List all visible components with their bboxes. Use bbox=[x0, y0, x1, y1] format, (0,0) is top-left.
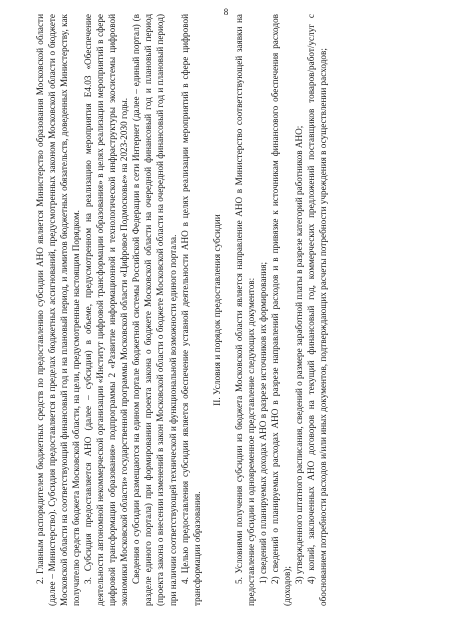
page-number: 8 bbox=[223, 7, 229, 18]
list-item: 2) сведений о планируемых расходах АНО в разрезе направлений расходов и в привязке к источникам финансового обеспечения расходов (доходов); bbox=[269, 14, 292, 606]
paragraph-3: 3. Субсидия предоставляется АНО (далее – субсидия) в объеме, предусмотренном на реализацию мероприятия Е4.03 «Обеспечение деятельности автономной некоммерческой организации «Институт цифровой трансформации образования» в целях реализации мероприятий в сфере цифровой трансформации образования» подпрограммы 2 «Развитие информационной и технологической инфраструктуры экосистемы цифровой экономики Московской области» государственной программы Московской области «Цифровое Подмосковье» на 2023-2030 годы. bbox=[83, 14, 130, 606]
paragraph-portal-info: Сведения о субсидии размещаются на едином портале бюджетной системы Российской Федерации в сети Интернет (далее – единый портал) (в разделе единого портала) при формировании проекта закона о бюджете Московской области на очередной финансовый год и плановый период (проекта закона о внесении изменений в закон Московской области о бюджете Московской области на очередной финансовый год и плановый период) при наличии соответствующей технической и функциональной возможности единого портала. bbox=[131, 14, 178, 606]
paragraph-2: 2. Главным распорядителем бюджетных средств по предоставлению субсидии АНО является Министерство образования Московской области (далее – Министерство). Субсидия предоставляется в пределах бюджетных ассигнований, предусмотренных законом Московской области о бюджете Московской области на соответствующий финансовый год и на плановый период, и лимитов бюджетных обязательств, доведенных Министерству, как получателю средств бюджета Московской области, на цели, предусмотренные настоящим Порядком. bbox=[35, 14, 82, 606]
list-item: 3) утвержденного штатного расписания, сведений о размере заработной платы в разрезе категорий работников АНО; bbox=[293, 125, 304, 584]
section-title: II. Условия и порядок предоставления субсидии bbox=[212, 214, 223, 406]
paragraph-5: 5. Условиями получения субсидии из бюджета Московской области является направление АНО в Министерство соответствующей заявки на предоставление субсидии и одновременное представление следующих документов: bbox=[233, 14, 256, 606]
paragraph-4: 4. Целью предоставления субсидии является обеспечение уставной деятельности АНО в целях реализации мероприятий в сфере цифровой трансформации образования. bbox=[179, 14, 202, 606]
list-item: 1) сведений о планируемых доходах АНО в разрезе источников их формирования; bbox=[257, 261, 268, 584]
list-item: 4) копий, заключенных АНО договоров на текущий финансовый год, коммерческих предложений поставщиков товаров/работ/услуг с обоснованием потребности расходов и/или иных документов, подтверждающих расчеты потребности учреждения в осуществлении расходов; bbox=[305, 14, 328, 606]
